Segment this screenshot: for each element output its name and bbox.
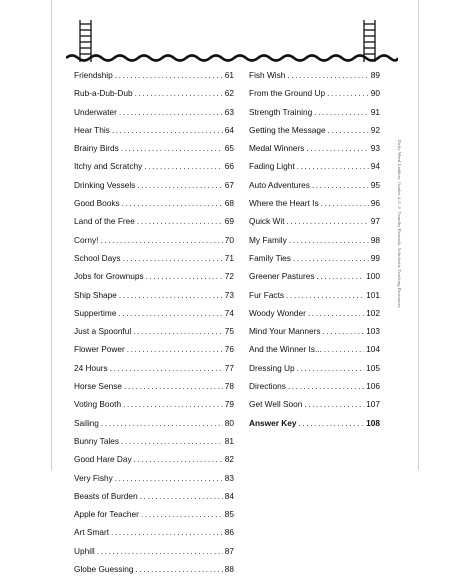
dot-leader	[289, 235, 369, 245]
toc-entry-page: 66	[224, 161, 234, 172]
dot-leader	[327, 88, 369, 98]
toc-entry	[74, 253, 234, 271]
toc-entry-title: Good Hare Day	[74, 454, 132, 465]
toc-entry-title: Auto Adventures	[249, 179, 310, 190]
dot-leader	[293, 253, 369, 263]
dot-leader	[321, 198, 369, 208]
toc-entry-title: Voting Booth	[74, 399, 122, 410]
dot-leader	[304, 399, 364, 409]
dot-leader	[97, 546, 223, 556]
toc-entry	[249, 161, 380, 179]
toc-entry	[249, 271, 380, 289]
toc-entry	[249, 235, 380, 253]
toc-entry-title: Ship Shape	[74, 289, 117, 300]
toc-entry	[74, 290, 234, 308]
toc-entry-title: Getting the Message	[249, 124, 326, 135]
toc-entry	[249, 399, 380, 417]
toc-entry	[74, 344, 234, 362]
toc-entry-page: 76	[224, 344, 234, 355]
toc-entry-title: Apple for Teacher	[74, 509, 139, 520]
toc-entry-page: 84	[224, 490, 234, 501]
toc-entry-title: Good Books	[74, 198, 120, 209]
toc-entry-page: 68	[224, 198, 234, 209]
toc-entry-title: Flower Power	[74, 344, 125, 355]
toc-entry	[74, 564, 234, 582]
toc-entry-page: 79	[224, 399, 234, 410]
toc-entry-page: 75	[224, 326, 234, 337]
toc-entry-page: 95	[370, 179, 380, 190]
toc-entry-title: Very Fishy	[74, 472, 113, 483]
toc-entry-title: Rub-a-Dub-Dub	[74, 88, 133, 99]
toc-entry-page: 63	[224, 106, 234, 117]
toc-entry-title: Globe Guessing	[74, 564, 134, 575]
dot-leader	[288, 381, 364, 391]
toc-entry-title: Just a Spoonful	[74, 326, 132, 337]
toc-entry-page: 81	[224, 435, 234, 446]
dot-leader	[316, 271, 364, 281]
toc-entry	[249, 180, 380, 198]
toc-entry	[74, 271, 234, 289]
dot-leader	[115, 70, 223, 80]
toc-entry-page: 91	[370, 106, 380, 117]
dot-leader	[101, 418, 223, 428]
toc-entry-page: 87	[224, 545, 234, 556]
toc-entry-page: 77	[224, 362, 234, 373]
toc-entry-page: 98	[370, 234, 380, 245]
toc-entry	[74, 143, 234, 161]
toc-entry-page: 64	[224, 124, 234, 135]
dot-leader	[306, 143, 368, 153]
toc-entry-page: 100	[366, 271, 380, 282]
wave-line	[66, 56, 398, 61]
dot-leader	[137, 180, 222, 190]
toc-entry	[74, 88, 234, 106]
toc-entry-answer-key	[249, 418, 380, 436]
toc-entry-page: 88	[224, 564, 234, 575]
dot-leader	[314, 107, 369, 117]
toc-entry	[74, 546, 234, 564]
dot-leader	[299, 418, 365, 428]
toc-entry-page: 93	[370, 143, 380, 154]
dot-leader	[324, 344, 364, 354]
toc-entry-page: 70	[224, 234, 234, 245]
dot-leader	[312, 180, 369, 190]
toc-entry-title: Greener Pastures	[249, 271, 315, 282]
toc-entry	[249, 125, 380, 143]
toc-entry-page: 90	[370, 88, 380, 99]
toc-entry	[74, 180, 234, 198]
toc-entry-title: Hear This	[74, 124, 110, 135]
toc-entry	[74, 418, 234, 436]
toc-entry	[74, 107, 234, 125]
dot-leader	[297, 161, 369, 171]
dot-leader	[135, 88, 223, 98]
toc-entry-page: 67	[224, 179, 234, 190]
dot-leader	[297, 363, 365, 373]
dot-leader	[287, 216, 369, 226]
dot-leader	[133, 326, 223, 336]
toc-entry-title: Fur Facts	[249, 289, 285, 300]
toc-entry	[74, 527, 234, 545]
toc-entry-page: 108	[366, 417, 380, 428]
toc-entry-page: 82	[224, 454, 234, 465]
dot-leader	[124, 381, 223, 391]
toc-entry	[74, 308, 234, 326]
toc-entry-page: 86	[224, 527, 234, 538]
toc-entry-page: 71	[224, 252, 234, 263]
toc-entry-page: 105	[366, 362, 380, 373]
toc-entry	[249, 326, 380, 344]
toc-entry-title: Directions	[249, 381, 286, 392]
toc-entry-page: 65	[224, 143, 234, 154]
dot-leader	[141, 509, 223, 519]
toc-entry-title: Answer Key	[249, 417, 297, 428]
toc-entry	[74, 473, 234, 491]
toc-entry-title: Medal Winners	[249, 143, 305, 154]
dot-leader	[110, 363, 223, 373]
right-ladder-icon	[364, 20, 375, 62]
dot-leader	[111, 527, 223, 537]
dot-leader	[121, 143, 223, 153]
left-ladder-icon	[80, 20, 91, 62]
toc-entry-page: 78	[224, 381, 234, 392]
dot-leader	[140, 491, 223, 501]
toc-entry-title: Brainy Birds	[74, 143, 119, 154]
toc-entry-title: Strength Training	[249, 106, 313, 117]
toc-entry	[74, 381, 234, 399]
dot-leader	[127, 344, 223, 354]
toc-entry-page: 92	[370, 124, 380, 135]
toc-entry-page: 83	[224, 472, 234, 483]
toc-entry	[74, 436, 234, 454]
toc-entry-page: 106	[366, 381, 380, 392]
toc-entry	[249, 143, 380, 161]
dot-leader	[122, 198, 223, 208]
toc-entry-page: 73	[224, 289, 234, 300]
toc-entry	[74, 363, 234, 381]
toc-entry-page: 107	[366, 399, 380, 410]
toc-entry	[74, 326, 234, 344]
toc-entry-page: 101	[366, 289, 380, 300]
ladder-wave-header-graphic	[66, 20, 398, 66]
toc-entry-title: Get Well Soon	[249, 399, 303, 410]
toc-entry	[249, 363, 380, 381]
dot-leader	[146, 271, 223, 281]
toc-entry	[249, 308, 380, 326]
toc-entry-title: Sailing	[74, 417, 99, 428]
toc-entry	[249, 107, 380, 125]
toc-entry	[249, 381, 380, 399]
toc-entry-title: Corny!	[74, 234, 99, 245]
toc-entry-page: 97	[370, 216, 380, 227]
toc-entry-page: 104	[366, 344, 380, 355]
toc-entry-title: My Family	[249, 234, 287, 245]
toc-entry-title: Uphill	[74, 545, 95, 556]
toc-entry	[74, 235, 234, 253]
toc-entry-title: Horse Sense	[74, 381, 122, 392]
dot-leader	[144, 161, 223, 171]
dot-leader	[137, 216, 223, 226]
toc-entry-page: 96	[370, 198, 380, 209]
toc-entry-title: Dressing Up	[249, 362, 295, 373]
toc-entry-title: Friendship	[74, 70, 113, 80]
toc-entry-title: School Days	[74, 252, 121, 263]
toc-entry	[249, 198, 380, 216]
dot-leader	[136, 564, 223, 574]
toc-entry	[249, 88, 380, 106]
toc-entry-title: Itchy and Scratchy	[74, 161, 143, 172]
dot-leader	[323, 326, 365, 336]
dot-leader	[287, 70, 368, 80]
toc-entry-page: 99	[370, 252, 380, 263]
toc-entry	[249, 216, 380, 234]
toc-entry	[249, 253, 380, 271]
toc-entry	[74, 216, 234, 234]
toc-entry-title: Art Smart	[74, 527, 110, 538]
toc-entry-title: From the Ground Up	[249, 88, 326, 99]
toc-entry	[249, 70, 380, 88]
toc-left-column	[74, 70, 234, 582]
dot-leader	[286, 290, 364, 300]
toc-entry-title: Suppertime	[74, 307, 117, 318]
toc-entry-title: Woody Wonder	[249, 307, 306, 318]
toc-entry	[249, 290, 380, 308]
dot-leader	[118, 308, 222, 318]
dot-leader	[100, 235, 222, 245]
toc-entry	[74, 399, 234, 417]
dot-leader	[123, 253, 223, 263]
toc-entry-title: 24 Hours	[74, 362, 108, 373]
dot-leader	[119, 290, 223, 300]
dot-leader	[115, 473, 223, 483]
dot-leader	[121, 436, 223, 446]
toc-entry	[74, 198, 234, 216]
toc-entry-page: 89	[370, 70, 380, 80]
toc-entry-title: Quick Wit	[249, 216, 285, 227]
toc-entry-page: 85	[224, 509, 234, 520]
dot-leader	[112, 125, 223, 135]
toc-entry-title: Family Ties	[249, 252, 291, 263]
toc-entry	[74, 70, 234, 88]
toc-entry-page: 74	[224, 307, 234, 318]
dot-leader	[308, 308, 364, 318]
toc-entry-title: Jobs for Grownups	[74, 271, 144, 282]
toc-entry-title: Fish Wish	[249, 70, 286, 80]
toc-entry	[249, 344, 380, 362]
toc-entry-page: 69	[224, 216, 234, 227]
toc-entry-title: Mind Your Manners	[249, 326, 321, 337]
toc-entry-title: Where the Heart Is	[249, 198, 319, 209]
toc-entry-page: 103	[366, 326, 380, 337]
toc-entry	[74, 491, 234, 509]
toc-entry-page: 102	[366, 307, 380, 318]
toc-entry-page: 94	[370, 161, 380, 172]
toc-entry-page: 62	[224, 88, 234, 99]
toc-entry	[74, 509, 234, 527]
dot-leader	[328, 125, 369, 135]
dot-leader	[119, 107, 223, 117]
toc-entry-title: Beasts of Burden	[74, 490, 138, 501]
toc-entry-page: 72	[224, 271, 234, 282]
toc-entry-page: 80	[224, 417, 234, 428]
toc-right-column	[249, 70, 380, 436]
dot-leader	[123, 399, 223, 409]
toc-entry-page: 61	[224, 70, 234, 80]
toc-entry-title: Bunny Tales	[74, 435, 120, 446]
toc-entry	[74, 161, 234, 179]
toc-entry-title: Land of the Free	[74, 216, 135, 227]
toc-entry-title: Drinking Vessels	[74, 179, 136, 190]
toc-entry	[74, 125, 234, 143]
toc-entry-title: Fading Light	[249, 161, 295, 172]
toc-entry-title: And the Winner Is...	[249, 344, 322, 355]
dot-leader	[134, 454, 223, 464]
toc-entry-title: Underwater	[74, 106, 117, 117]
side-copyright-note: Daily Word Ladders: Grades 4–6 © Timothy Rasinski, Scholastic Teaching Resources	[397, 140, 402, 308]
